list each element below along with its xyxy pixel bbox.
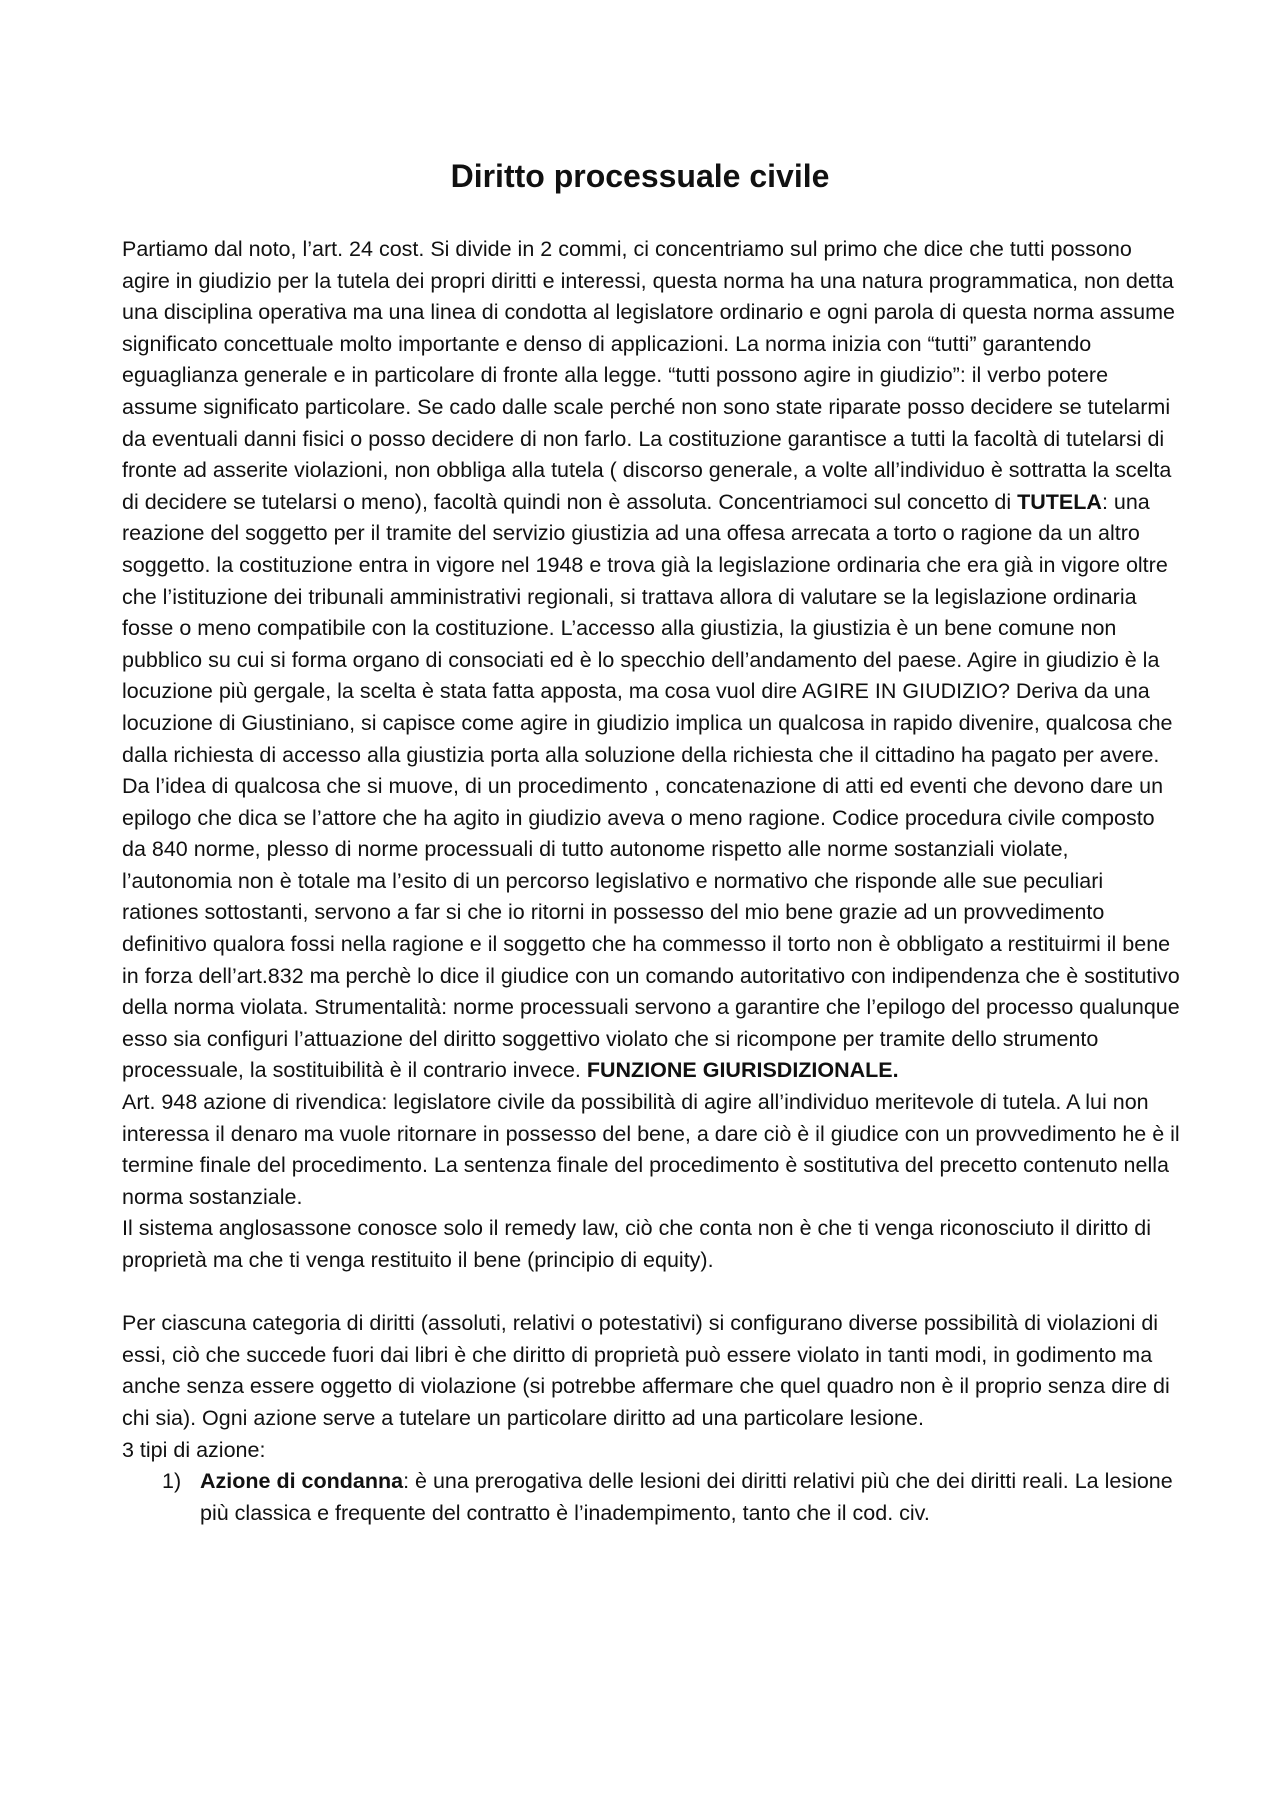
paragraph-anglosassone: Il sistema anglosassone conosce solo il remedy law, ciò che conta non è che ti venga riconosciuto il diritto di proprietà ma che ti venga restituito il bene (principio di equity). (122, 1216, 1151, 1272)
paragraph-text: : una reazione del soggetto per il tramite del servizio giustizia ad una offesa arrecata a torto o ragione da un altro soggetto. la costituzione entra in vigore nel 1948 e trova già la legislazione ordinaria che era già in vigore oltre che l’istituzione dei tribunali amministrativi regionali, si trattava allora di valutare se la legislazione ordinaria fosse o meno compatibile con la costituzione. L’accesso alla giustizia, la giustizia è un bene comune non pubblico su cui si forma organo di consociati ed è lo specchio dell’andamento del paese. Agire in giudizio è la locuzione più gergale, la scelta è stata fatta apposta, ma cosa vuol dire AGIRE IN GIUDIZIO? Deriva da una locuzione di Giustiniano, si capisce come agire in giudizio implica un qualcosa in rapido divenire, qualcosa che dalla richiesta di accesso alla giustizia porta alla soluzione della richiesta che il cittadino ha pagato per avere. Da l’idea di qualcosa che si muove, di un procedimento , concatenazione di atti ed eventi che devono dare un epilogo che dica se l’attore che ha agito in giudizio aveva o meno ragione. Codice procedura civile composto da 840 norme, plesso di norme processuali di tutto autonome rispetto alle norme sostanziali violate, l’autonomia non è totale ma l’esito di un percorso legislativo e normativo che risponde alle sue peculiari rationes sottostanti, servono a far si che io ritorni in possesso del mio bene grazie ad un provvedimento definitivo qualora fossi nella ragione e il soggetto che ha commesso il torto non è obbligato a restituirmi il bene in forza dell’art.832 ma perchè lo dice il giudice con un comando autoritativo con indipendenza che è sostitutivo della norma violata. Strumentalità: norme processuali servono a garantire che l’epilogo del processo qualunque esso sia configuri l’attuazione del diritto soggettivo violato che si ricompone per tramite dello strumento processuale, la sostituibilità è il contrario invece. (122, 489, 1180, 1083)
paragraph-tipi-azione: 3 tipi di azione: (122, 1437, 266, 1462)
paragraph-art-948: Art. 948 azione di rivendica: legislatore civile da possibilità di agire all’individuo meritevole di tutela. A lui non interessa il denaro ma vuole ritornare in possesso del bene, a dare ciò è il giudice con un provvedimento he è il termine finale del procedimento. La sentenza finale del procedimento è sostitutiva del precetto contenuto nella norma sostanziale. (122, 1090, 1180, 1209)
azioni-list (122, 1466, 1180, 1529)
page-title: Diritto processuale civile (450, 158, 830, 194)
list-item-text (200, 1466, 1180, 1529)
paragraph-text: Partiamo dal noto, l’art. 24 cost. Si divide in 2 commi, ci concentriamo sul primo che dice che tutti possono agire in giudizio per la tutela dei propri diritti e interessi, questa norma ha una natura programmatica, non detta una disciplina operativa ma una linea di condotta al legislatore ordinario e ogni parola di questa norma assume significato concettuale molto importante e denso di applicazioni. La norma inizia con “tutti” garantendo eguaglianza generale e in particolare di fronte alla legge. “tutti possono agire in giudizio”: il verbo potere assume significato particolare. Se cado dalle scale perché non sono state riparate posso decidere se tutelarmi da eventuali danni fisici o posso decidere di non farlo. La costituzione garantisce a tutti la facoltà di tutelarsi di fronte ad asserite violazioni, non obbliga alla tutela ( discorso generale, a volte all’individuo è sottratta la scelta di decidere se tutelarsi o meno), facoltà quindi non è assoluta. Concentriamoci sul concetto di (122, 237, 1175, 514)
document-body (122, 234, 1180, 1529)
list-item-description: : è una prerogativa delle lesioni dei diritti relativi più che dei diritti reali. La lesione più classica e frequente del contratto è l’inadempimento, tanto che il cod. civ. (200, 1469, 1173, 1525)
bold-term-tutela: TUTELA (1017, 489, 1102, 514)
list-item (122, 1466, 1180, 1529)
list-item-number: 1) (162, 1469, 182, 1494)
paragraph-categorie-diritti: Per ciascuna categoria di diritti (assoluti, relativi o potestativi) si configurano diverse possibilità di violazioni di essi, ciò che succede fuori dai libri è che diritto di proprietà può essere violato in tanti modi, in godimento ma anche senza essere oggetto di violazione (si potrebbe affermare che quel quadro non è il proprio senza dire di chi sia). Ogni azione serve a tutelare un particolare diritto ad una particolare lesione. (122, 1311, 1170, 1430)
paragraph-gap (122, 1277, 1180, 1309)
list-item-bold-term: Azione di condanna (200, 1469, 404, 1494)
paragraph-intro (122, 234, 1180, 1087)
bold-term-funzione-giurisdizionale: FUNZIONE GIURISDIZIONALE. (586, 1058, 899, 1083)
